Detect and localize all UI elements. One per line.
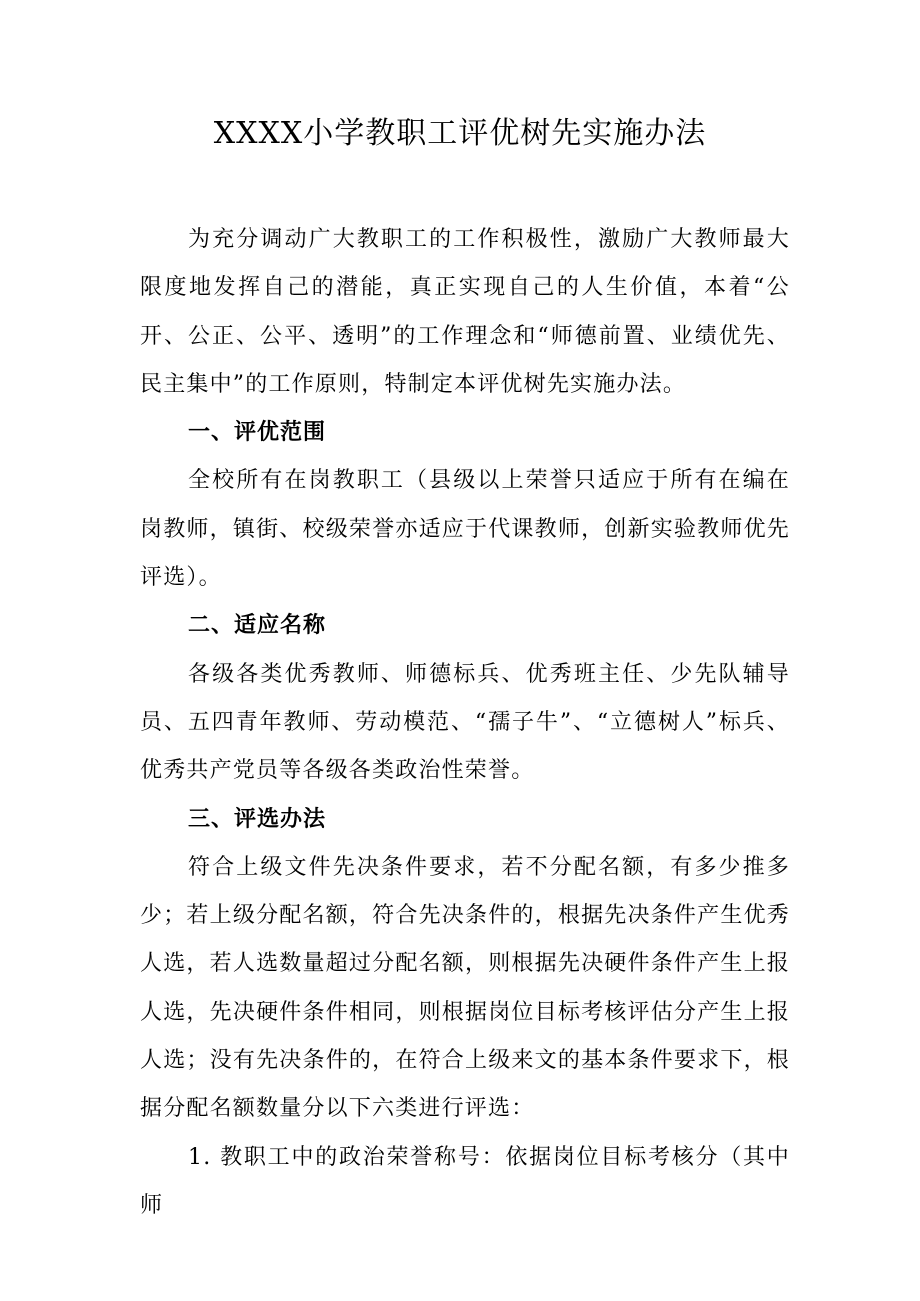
list-item-1: 1. 教职工中的政治荣誉称号：依据岗位目标考核分（其中师 (140, 1144, 790, 1218)
document-title: XXXX小学教职工评优树先实施办法 (213, 116, 707, 151)
section-text-method: 符合上级文件先决条件要求，若不分配名额，有多少推多少；若上级分配名额，符合先决条件的，根据先决条件产生优秀人选，若人选数量超过分配名额，则根据先决硬件条件产生上报人选，先决硬件条件相同，则根据岗位目标考核评估分产生上报人选；没有先决条件的，在符合上级来文的基本条件要求下，根据分配名额数量分以下六类进行评选： (140, 854, 790, 1122)
section-heading-titles: 二、适应名称 (188, 613, 327, 639)
document-body (140, 216, 790, 1230)
intro-paragraph: 为充分调动广大教职工的工作积极性，激励广大教师最大限度地发挥自己的潜能，真正实现自己的人生价值，本着“公开、公正、公平、透明”的工作理念和“师德前置、业绩优先、民主集中”的工作原则，特制定本评优树先实施办法。 (140, 227, 790, 397)
section-text-titles: 各级各类优秀教师、师德标兵、优秀班主任、少先队辅导员、五四青年教师、劳动模范、“孺子牛”、“立德树人”标兵、优秀共产党员等各级各类政治性荣誉。 (140, 661, 790, 784)
section-heading-method: 三、评选办法 (188, 806, 327, 832)
section-heading-scope: 一、评优范围 (188, 420, 327, 446)
section-text-scope: 全校所有在岗教职工（县级以上荣誉只适应于所有在编在岗教师，镇街、校级荣誉亦适应于代课教师，创新实验教师优先评选）。 (140, 468, 790, 591)
